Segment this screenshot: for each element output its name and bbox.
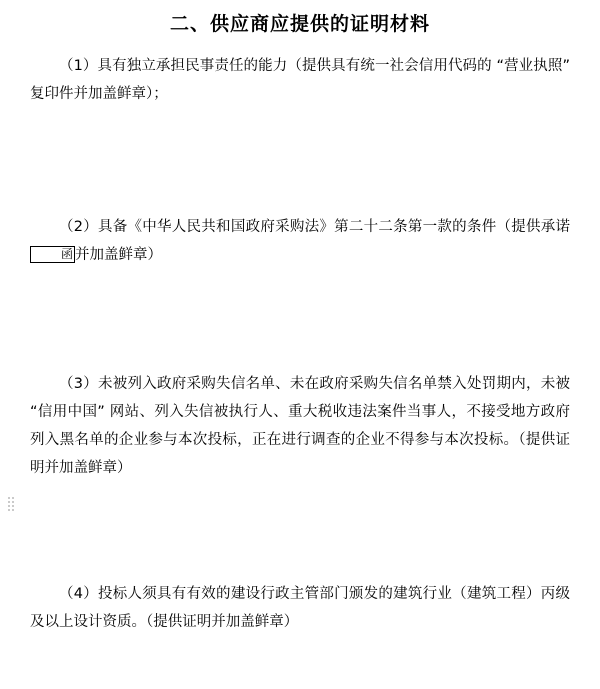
paragraph-item-1: （1）具有独立承担民事责任的能力（提供具有统一社会信用代码的 “营业执照” 复印件并加盖鲜章）； [30, 58, 570, 102]
drag-handle-icon[interactable] [8, 497, 14, 513]
paragraph-item-3: （3）未被列入政府采购失信名单、未在政府采购失信名单禁入处罚期内，未被 “信用中国” 网站、列入失信被执行人、重大税收违法案件当事人，不接受地方政府列入黑名单的企业参与本次投标，正在进行调查的企业不得参与本次投标。（提供证明并加盖鲜章） [30, 376, 570, 476]
paragraph-item-4: （4）投标人须具有有效的建设行政主管部门颁发的建筑行业（建筑工程）丙级及以上设计资质。（提供证明并加盖鲜章） [30, 586, 570, 630]
boxed-character: 函 [30, 246, 75, 263]
document-page [0, 10, 600, 689]
page-title: 二、供应商应提供的证明材料 [169, 13, 430, 35]
paragraph-item-2-text-before: （2）具备《中华人民共和国政府采购法》第二十二条第一款的条件（提供承诺 [59, 219, 570, 235]
paragraph-item-2-text-after: 并加盖鲜章） [75, 247, 163, 263]
paragraph-item-2 [30, 213, 570, 269]
